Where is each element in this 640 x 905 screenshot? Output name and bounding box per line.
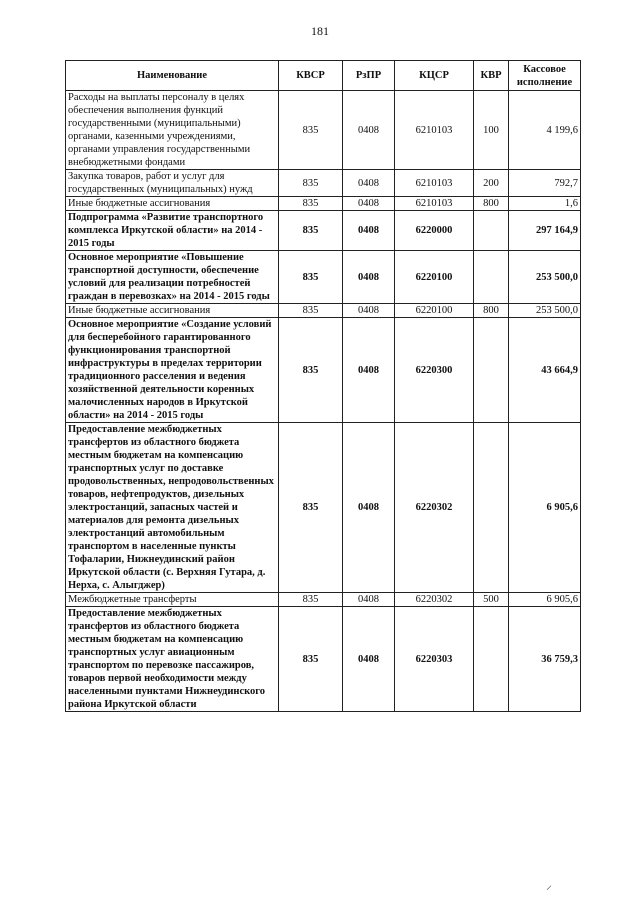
page-number: 181 [311,24,329,38]
table-row [66,91,581,170]
cell-kcsr: 6220302 [395,423,474,593]
cell-amount: 297 164,9 [509,211,581,251]
cell-rzpr: 0408 [343,304,395,318]
cell-kcsr: 6220302 [395,593,474,607]
cell-name: Расходы на выплаты персоналу в целях обеспечения выполнения функций государственными (муниципальными) органами, казенными учреждениями, органами управления государственными внебюджетными фондами [66,91,279,170]
cell-name: Закупка товаров, работ и услуг для государственных (муниципальных) нужд [66,170,279,197]
cell-kvsr: 835 [279,593,343,607]
cell-kvsr: 835 [279,304,343,318]
cell-name: Иные бюджетные ассигнования [66,197,279,211]
cell-amount: 36 759,3 [509,607,581,712]
cell-kcsr: 6210103 [395,91,474,170]
cell-rzpr: 0408 [343,607,395,712]
cell-kcsr: 6220300 [395,318,474,423]
table-header-row [66,61,581,91]
table-row [66,593,581,607]
cell-rzpr: 0408 [343,197,395,211]
cell-kvr [474,318,509,423]
cell-kvsr: 835 [279,423,343,593]
cell-kvsr: 835 [279,91,343,170]
cell-name: Основное мероприятие «Повышение транспортной доступности, обеспечение условий для реализации потребностей граждан в перевозках» на 2014 - 2015 годы [66,251,279,304]
header-amount: Кассовое исполнение [509,61,581,91]
cell-name: Основное мероприятие «Создание условий для бесперебойного гарантированного функционирования транспортной инфраструктуры в пределах территории традиционного расселения и ведения хозяйственной деятельности коренных малочисленных народов в Иркутской области» на 2014 - 2015 годы [66,318,279,423]
cell-name: Предоставление межбюджетных трансфертов из областного бюджета местным бюджетам на компенсацию транспортных услуг по доставке продовольственных, непродовольственных товаров, нефтепродуктов, дизельных электростанций, запасных частей и материалов для ремонта дизельных электростанций автомобильным транспортом в населенные пункты Тофаларии, Нижнеудинский район Иркутской области (с. Верхняя Гутара, д. Нерха, с. Алыгджер) [66,423,279,593]
table-row [66,251,581,304]
cell-kvsr: 835 [279,318,343,423]
cell-rzpr: 0408 [343,91,395,170]
cell-kvsr: 835 [279,197,343,211]
cell-rzpr: 0408 [343,423,395,593]
cell-name: Предоставление межбюджетных трансфертов из областного бюджета местным бюджетам на компенсацию транспортных услуг авиационным транспортом по перевозке пассажиров, товаров первой необходимости между населенными пунктами Нижнеудинского района Иркутской области [66,607,279,712]
cell-amount: 43 664,9 [509,318,581,423]
cell-rzpr: 0408 [343,211,395,251]
cell-name: Межбюджетные трансферты [66,593,279,607]
table-row [66,318,581,423]
cell-kvr: 800 [474,304,509,318]
header-kvsr: КВСР [279,61,343,91]
header-kcsr: КЦСР [395,61,474,91]
cell-kvr [474,607,509,712]
cell-kvsr: 835 [279,170,343,197]
cell-name: Подпрограмма «Развитие транспортного комплекса Иркутской области» на 2014 - 2015 годы [66,211,279,251]
cell-kvsr: 835 [279,607,343,712]
table-row [66,170,581,197]
cell-kcsr: 6220000 [395,211,474,251]
cell-rzpr: 0408 [343,593,395,607]
table-row [66,423,581,593]
cell-name: Иные бюджетные ассигнования [66,304,279,318]
cell-kcsr: 6220303 [395,607,474,712]
budget-table [65,60,581,712]
cell-rzpr: 0408 [343,318,395,423]
cell-amount: 1,6 [509,197,581,211]
cell-amount: 4 199,6 [509,91,581,170]
cell-rzpr: 0408 [343,251,395,304]
header-name: Наименование [66,61,279,91]
header-kvr: КВР [474,61,509,91]
cell-kvr [474,251,509,304]
cell-kvsr: 835 [279,211,343,251]
cell-amount: 792,7 [509,170,581,197]
table-row [66,607,581,712]
cell-amount: 6 905,6 [509,593,581,607]
cell-kvsr: 835 [279,251,343,304]
table-row [66,304,581,318]
cell-kvr [474,423,509,593]
cell-amount: 6 905,6 [509,423,581,593]
cell-rzpr: 0408 [343,170,395,197]
cell-kvr [474,211,509,251]
cell-kvr: 800 [474,197,509,211]
table-row [66,211,581,251]
header-rzpr: РзПР [343,61,395,91]
cell-kcsr: 6210103 [395,197,474,211]
cell-kcsr: 6220100 [395,304,474,318]
table-row [66,197,581,211]
cell-kvr: 100 [474,91,509,170]
cell-kvr: 500 [474,593,509,607]
cell-kvr: 200 [474,170,509,197]
cell-amount: 253 500,0 [509,251,581,304]
cell-amount: 253 500,0 [509,304,581,318]
cell-kcsr: 6210103 [395,170,474,197]
cell-kcsr: 6220100 [395,251,474,304]
pen-mark: ⸝ [545,878,552,892]
